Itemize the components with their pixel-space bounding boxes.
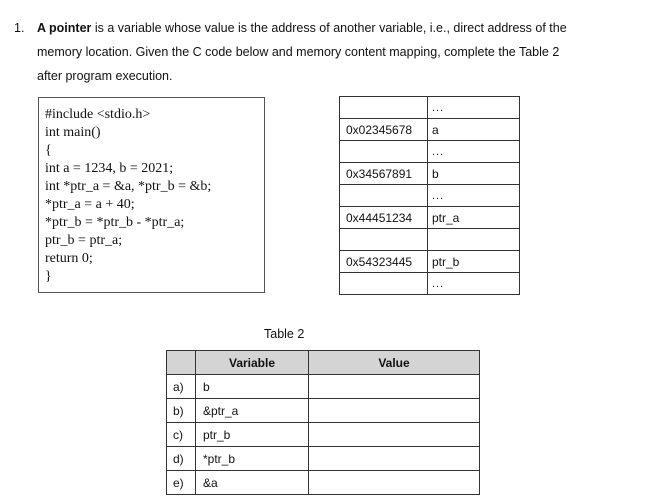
row-value-cell[interactable] [309,423,480,447]
table-row [167,423,480,447]
memory-address [340,229,428,251]
question-bold-term: A pointer [37,21,92,35]
row-variable: b [196,375,309,399]
table2-header-variable: Variable [196,351,309,375]
table2-header-value: Value [309,351,480,375]
memory-address [340,273,428,295]
row-value-cell[interactable] [309,447,480,471]
question-text [37,16,637,88]
memory-row [340,163,520,185]
code-line: int a = 1234, b = 2021; [45,161,174,176]
code-line: int *ptr_a = &a, *ptr_b = &b; [45,179,212,194]
memory-address: 0x44451234 [340,207,428,229]
question-line-2: memory location. Given the C code below and memory content mapping, complete the Table 2 [37,45,560,59]
code-line: #include <stdio.h> [45,107,151,122]
table2 [166,350,480,495]
code-line: *ptr_a = a + 40; [45,197,135,212]
memory-row [340,207,520,229]
memory-row [340,251,520,273]
question-number: 1. [14,21,25,35]
memory-row [340,229,520,251]
code-line: { [45,143,52,158]
question-line-3: after program execution. [37,69,173,83]
row-variable: ptr_b [196,423,309,447]
table-row [167,375,480,399]
row-letter: c) [167,423,196,447]
code-box [38,97,265,293]
row-value-cell[interactable] [309,471,480,495]
memory-row [340,119,520,141]
row-value-cell[interactable] [309,375,480,399]
memory-address [340,185,428,207]
memory-address: 0x34567891 [340,163,428,185]
row-letter: a) [167,375,196,399]
code-line: } [45,269,52,284]
row-letter: e) [167,471,196,495]
table2-header-row [167,351,480,375]
table-row [167,447,480,471]
memory-row [340,141,520,163]
question-line-1: is a variable whose value is the address of another variable, i.e., direct address of the [91,21,567,35]
code-line: ptr_b = ptr_a; [45,233,123,248]
memory-label: ... [428,185,520,207]
code-line: *ptr_b = *ptr_b - *ptr_a; [45,215,185,230]
memory-row [340,185,520,207]
memory-label [428,229,520,251]
memory-row [340,97,520,119]
memory-address [340,97,428,119]
row-variable: &a [196,471,309,495]
code-line: int main() [45,125,101,140]
memory-label: ... [428,273,520,295]
memory-table [339,96,520,295]
memory-label: ... [428,141,520,163]
row-variable: *ptr_b [196,447,309,471]
code-line: return 0; [45,251,93,266]
row-letter: d) [167,447,196,471]
row-letter: b) [167,399,196,423]
memory-label: ... [428,97,520,119]
table2-header-blank [167,351,196,375]
memory-label: b [428,163,520,185]
row-value-cell[interactable] [309,399,480,423]
memory-label: ptr_b [428,251,520,273]
row-variable: &ptr_a [196,399,309,423]
memory-address [340,141,428,163]
memory-address: 0x54323445 [340,251,428,273]
memory-row [340,273,520,295]
table-row [167,471,480,495]
table2-caption: Table 2 [264,327,305,341]
memory-label: a [428,119,520,141]
memory-label: ptr_a [428,207,520,229]
table-row [167,399,480,423]
memory-address: 0x02345678 [340,119,428,141]
